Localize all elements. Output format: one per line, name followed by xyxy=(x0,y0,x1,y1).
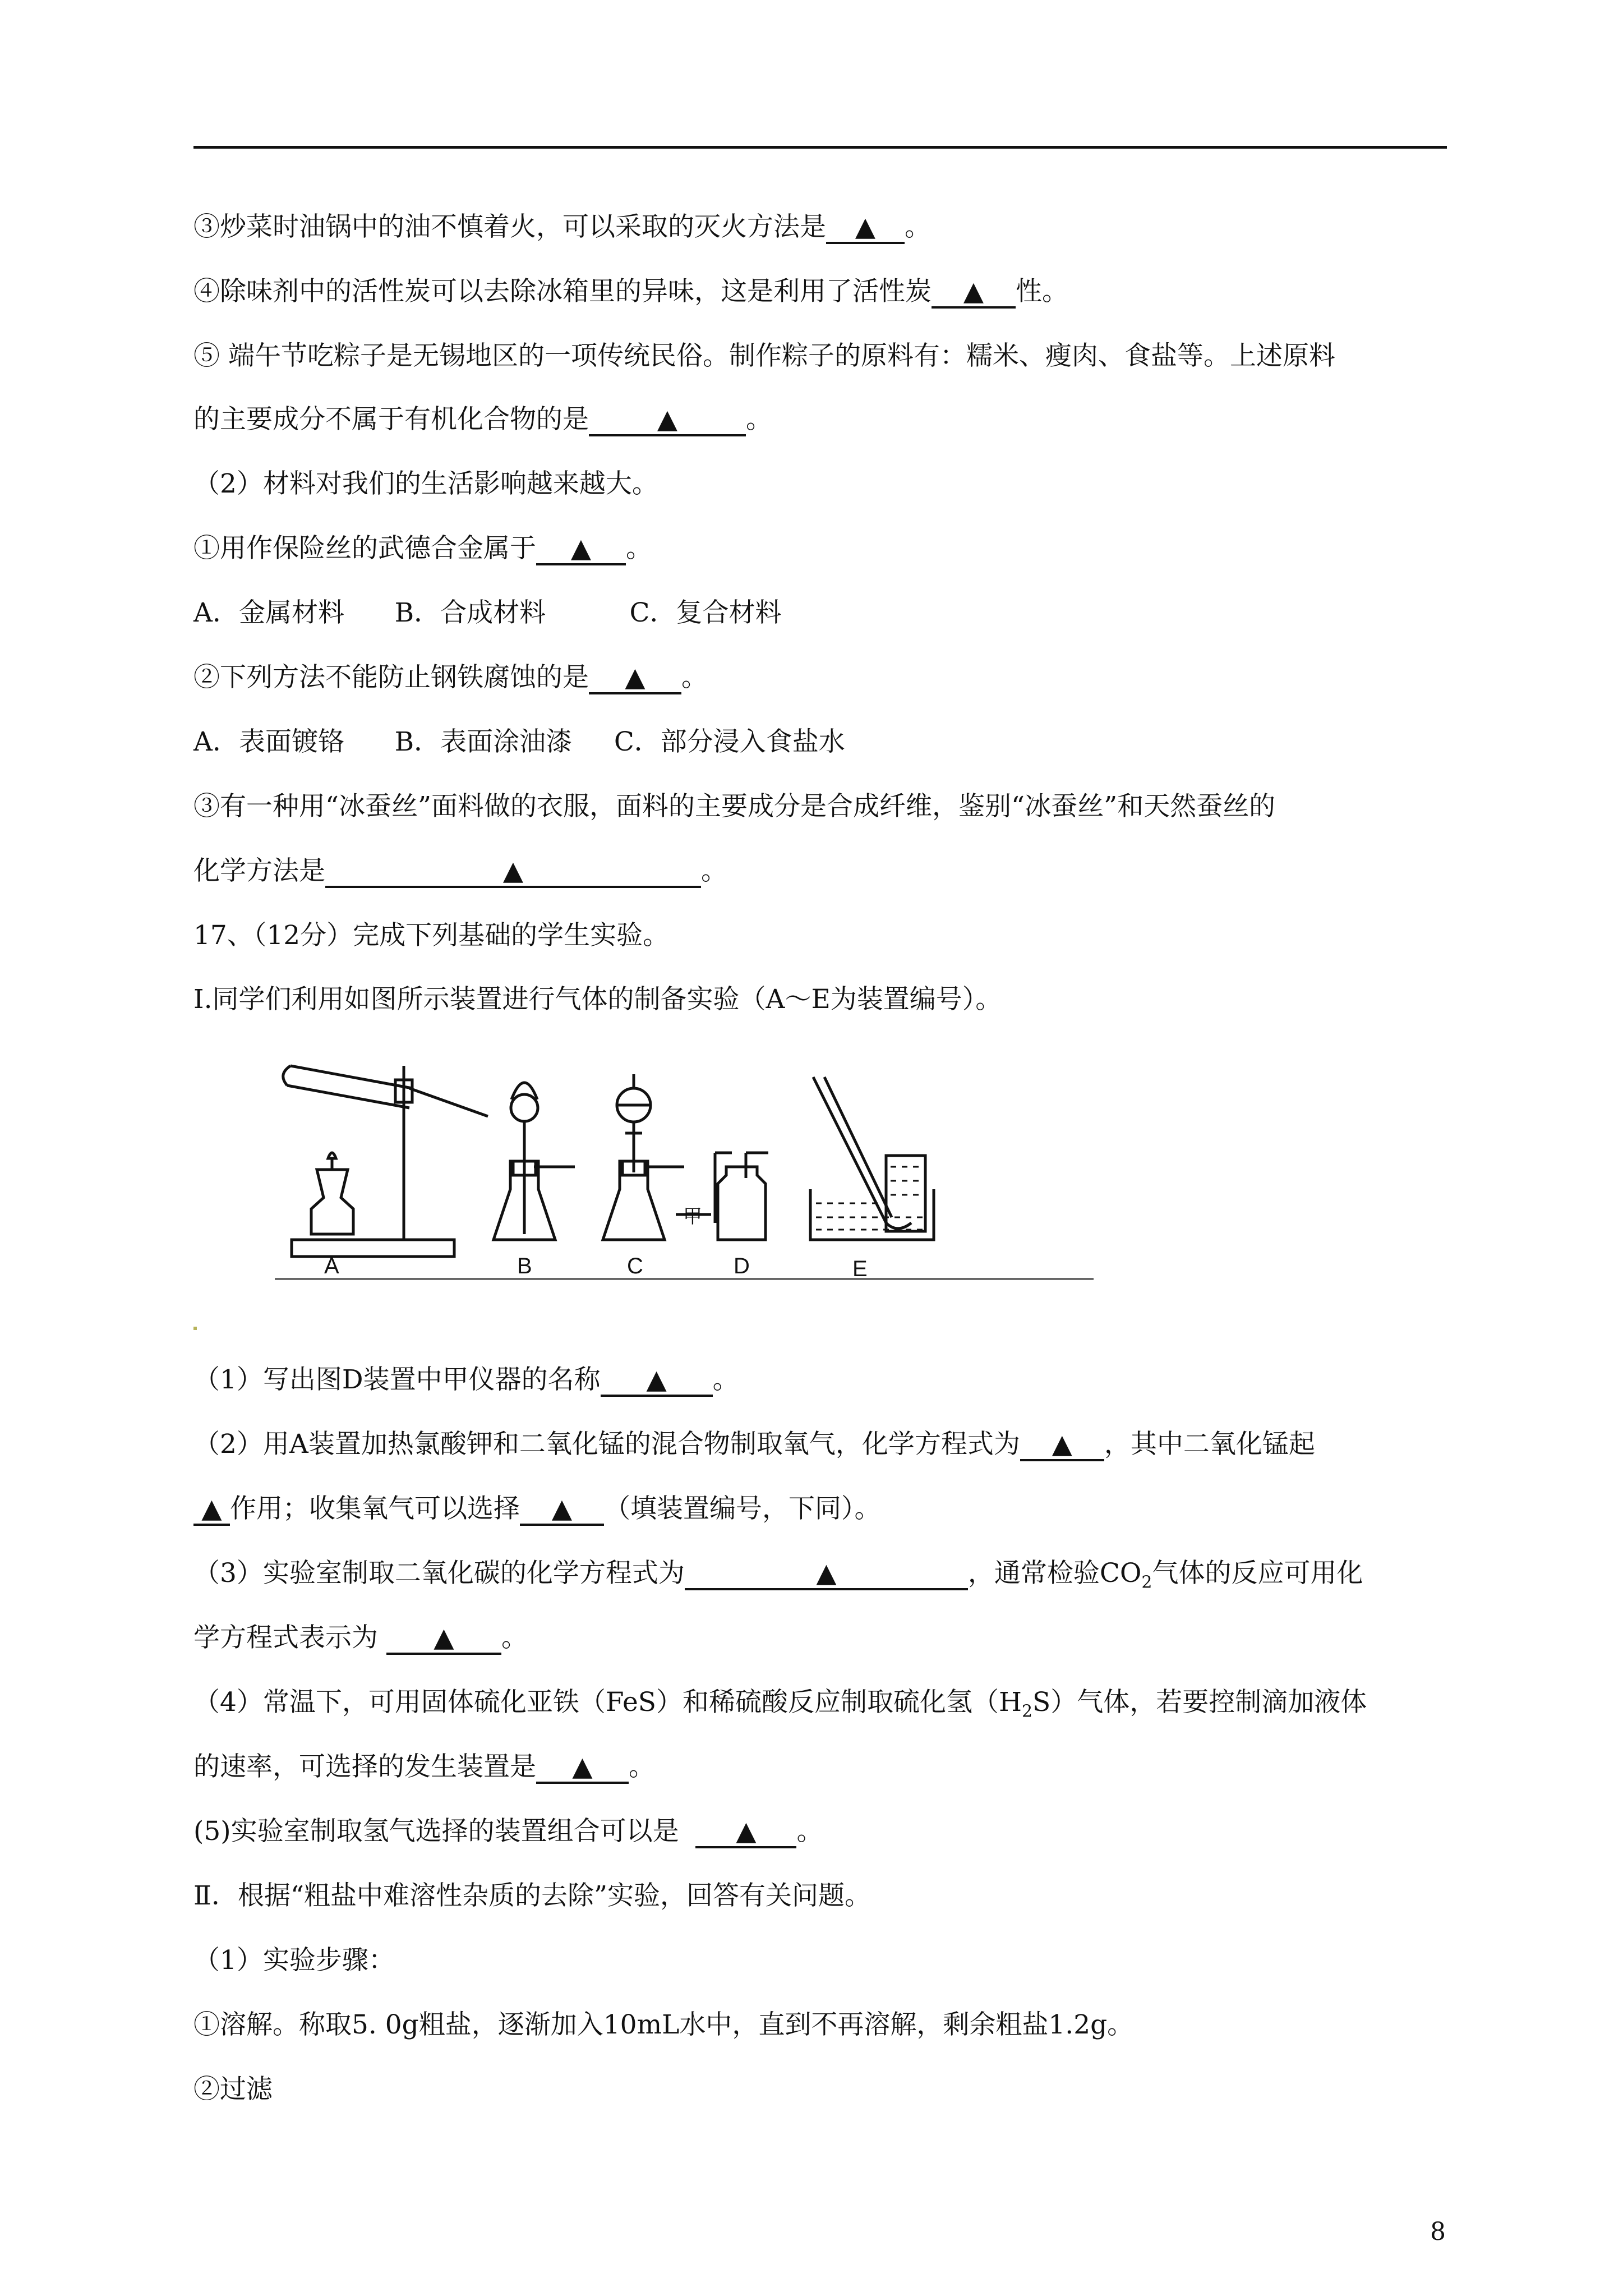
figure-label-e: E xyxy=(852,1257,868,1281)
answer-blank[interactable]: ▲ xyxy=(193,1494,230,1526)
q16-part2-item1: ①用作保险丝的武德合金属于 ▲ 。 xyxy=(193,532,652,565)
stand-base xyxy=(292,1240,454,1257)
figure-label-b: B xyxy=(517,1254,532,1278)
step-filter: ②过滤 xyxy=(193,2074,273,2105)
answer-blank[interactable]: ▲ xyxy=(536,1752,629,1784)
header-rule xyxy=(193,146,1447,149)
apparatus-figure xyxy=(275,1055,1105,1290)
answer-blank[interactable]: ▲ xyxy=(826,213,905,244)
q17-2-cont: ▲ 作用；收集氧气可以选择 ▲ （填装置编号，下同）。 xyxy=(193,1492,881,1526)
answer-blank[interactable]: ▲ xyxy=(932,277,1016,309)
q16-item3: ③炒菜时油锅中的油不慎着火，可以采取的灭火方法是 ▲ 。 xyxy=(193,210,931,244)
q17-title: 17、（12分）完成下列基础的学生实验。 xyxy=(193,920,670,951)
q17-2: （2）用A装置加热氯酸钾和二氧化锰的混合物制取氧气，化学方程式为 ▲ ，其中二氧化锰起 xyxy=(193,1428,1315,1461)
page-number: 8 xyxy=(1430,2217,1446,2246)
answer-blank[interactable]: ▲ xyxy=(685,1559,968,1590)
q16-item5-cont: 的主要成分不属于有机化合物的是 ▲ 。 xyxy=(193,403,772,436)
answer-blank[interactable]: ▲ xyxy=(695,1817,796,1848)
q17-4-cont: 的速率，可选择的发生装置是 ▲ 。 xyxy=(193,1750,655,1784)
answer-blank[interactable]: ▲ xyxy=(589,663,681,694)
answer-blank[interactable]: ▲ xyxy=(601,1365,713,1397)
q17-part2-steps: （1）实验步骤： xyxy=(193,1945,395,1976)
q16-item4: ④除味剂中的活性炭可以去除冰箱里的异味，这是利用了活性炭 ▲ 性。 xyxy=(193,275,1068,309)
options-line: A．金属材料 B．合成材料 C．复合材料 xyxy=(193,597,782,628)
step-dissolve: ①溶解。称取5. 0g粗盐，逐渐加入10mL水中，直到不再溶解，剩余粗盐1.2g。 xyxy=(193,2009,1134,2040)
q17-part2-intro: Ⅱ．根据“粗盐中难溶性杂质的去除”实验，回答有关问题。 xyxy=(193,1880,871,1911)
q16-part2: （2）材料对我们的生活影响越来越大。 xyxy=(193,468,658,499)
q16-part2-item2: ②下列方法不能防止钢铁腐蚀的是 ▲ 。 xyxy=(193,661,708,694)
scan-speck xyxy=(193,1327,197,1330)
figure-label-c: C xyxy=(627,1254,643,1278)
q17-3-cont: 学方程式表示为 ▲ 。 xyxy=(193,1621,528,1655)
q16-part2-item3-cont: 化学方法是 ▲ 。 xyxy=(193,854,727,888)
answer-blank[interactable]: ▲ xyxy=(386,1623,501,1655)
q17-1: （1）写出图D装置中甲仪器的名称 ▲ 。 xyxy=(193,1363,739,1397)
figure-label-d: D xyxy=(734,1254,750,1278)
figure-label-a: A xyxy=(324,1254,339,1278)
answer-blank[interactable]: ▲ xyxy=(1020,1430,1104,1461)
q17-part1-intro: I.同学们利用如图所示装置进行气体的制备实验（A～E为装置编号）。 xyxy=(193,984,1002,1015)
answer-blank[interactable]: ▲ xyxy=(520,1494,604,1526)
figure-label-jia: 甲 xyxy=(683,1205,702,1228)
q16-item5: ⑤ 端午节吃粽子是无锡地区的一项传统民俗。制作粽子的原料有：糯米、瘦肉、食盐等。上述原料 xyxy=(193,341,1335,371)
answer-blank[interactable]: ▲ xyxy=(536,534,626,565)
answer-blank[interactable]: ▲ xyxy=(589,405,746,436)
options-line: A．表面镀铬 B．表面涂油漆 C．部分浸入食盐水 xyxy=(193,726,845,757)
q17-3: （3）实验室制取二氧化碳的化学方程式为 ▲ ，通常检验$CO_2$气体的反应可用化 xyxy=(193,1558,1363,1593)
q17-4: （4）常温下，可用固体硫化亚铁（FeS）和稀硫酸反应制取硫化氢$(H_2S)$气体，若要控制滴加液体 xyxy=(193,1687,1367,1722)
answer-blank[interactable]: ▲ xyxy=(325,857,701,888)
q16-part2-item3: ③有一种用“冰蚕丝”面料做的衣服，面料的主要成分是合成纤维，鉴别“冰蚕丝”和天然蚕丝的 xyxy=(193,791,1276,822)
q17-5: (5)实验室制取氢气选择的装置组合可以是 ▲ 。 xyxy=(193,1815,823,1848)
